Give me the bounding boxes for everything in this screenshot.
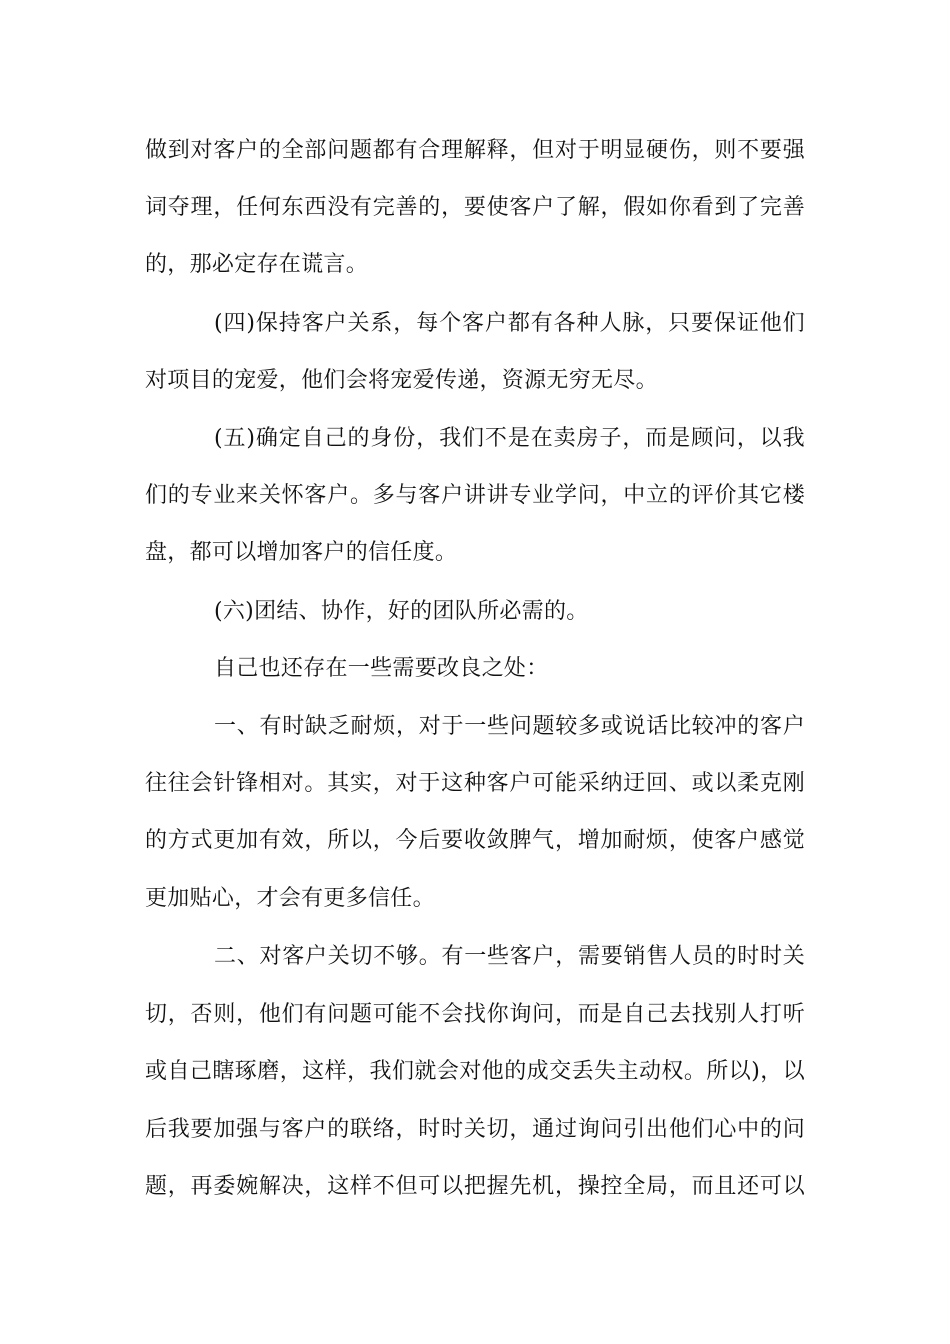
text-line: 更加贴心，才会有更多信任。 — [145, 886, 435, 911]
text-line: 或自己瞎琢磨，这样，我们就会对他的成交丢失主动权。所以)，以 — [145, 1059, 805, 1084]
text-line: 词夺理，任何东西没有完善的，要使客户了解，假如你看到了完善 — [145, 195, 805, 220]
text-line: 切，否则，他们有问题可能不会找你询问，而是自己去找别人打听 — [145, 1002, 805, 1027]
text-line: 做到对客户的全部问题都有合理解释，但对于明显硬伤，则不要强 — [145, 138, 805, 163]
text-line: 自己也还存在一些需要改良之处： — [214, 656, 549, 681]
text-line: 往往会针锋相对。其实，对于这种客户可能采纳迂回、或以柔克刚 — [145, 771, 805, 796]
text-line: 们的专业来关怀客户。多与客户讲讲专业学问，中立的评价其它楼 — [145, 483, 805, 508]
text-line: 的方式更加有效，所以，今后要收敛脾气，增加耐烦，使客户感觉 — [145, 828, 805, 853]
text-line: 对项目的宠爱，他们会将宠爱传递，资源无穷无尽。 — [145, 368, 658, 393]
text-line: 一、有时缺乏耐烦，对于一些问题较多或说话比较冲的客户 — [214, 714, 805, 739]
text-line: 的，那必定存在谎言。 — [145, 252, 369, 277]
text-line: 题，再委婉解决，这样不但可以把握先机，操控全局，而且还可以 — [145, 1174, 805, 1199]
text-line: 盘，都可以增加客户的信任度。 — [145, 540, 458, 565]
text-line: (四)保持客户关系，每个客户都有各种人脉，只要保证他们 — [214, 311, 805, 336]
text-line: (五)确定自己的身份，我们不是在卖房子，而是顾问，以我 — [214, 426, 805, 451]
text-line: (六)团结、协作，好的团队所必需的。 — [214, 599, 589, 624]
text-line: 后我要加强与客户的联络，时时关切，通过询问引出他们心中的问 — [145, 1117, 805, 1142]
text-line: 二、对客户关切不够。有一些客户，需要销售人员的时时关 — [214, 944, 805, 969]
